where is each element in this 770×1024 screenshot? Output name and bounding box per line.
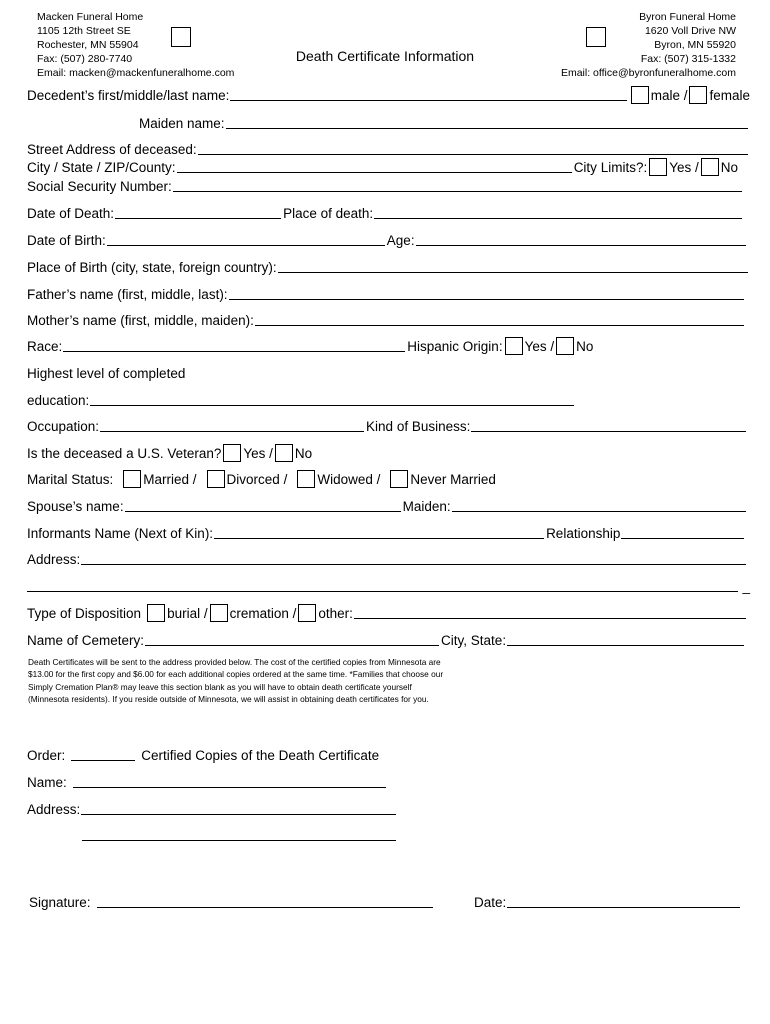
informant-label: Informants Name (Next of Kin): xyxy=(27,526,214,541)
trailing-underscore: _ xyxy=(742,579,750,594)
city-state-label: City / State / ZIP/County: xyxy=(27,160,176,175)
order-address-field-2[interactable] xyxy=(82,840,396,841)
order-name-field[interactable] xyxy=(73,787,386,788)
age-field[interactable] xyxy=(416,245,746,246)
education-label-line1: Highest level of completed xyxy=(27,366,186,381)
married-label: Married / xyxy=(143,472,197,487)
macken-city: Rochester, MN 55904 xyxy=(37,39,139,51)
byron-name: Byron Funeral Home xyxy=(639,11,736,23)
never-married-label: Never Married xyxy=(410,472,496,487)
signature-label: Signature: xyxy=(29,895,91,910)
disposition-row xyxy=(27,602,750,622)
address-row-2 xyxy=(27,575,750,595)
macken-checkbox[interactable] xyxy=(171,27,191,47)
date-row xyxy=(474,891,742,911)
date-of-death-label: Date of Death: xyxy=(27,206,115,221)
education-field[interactable] xyxy=(90,405,574,406)
spouse-maiden-field[interactable] xyxy=(452,511,746,512)
occupation-label: Occupation: xyxy=(27,419,100,434)
female-label: female xyxy=(709,88,750,103)
city-limits-no-checkbox[interactable] xyxy=(701,158,719,176)
widowed-checkbox[interactable] xyxy=(297,470,315,488)
date-of-birth-label: Date of Birth: xyxy=(27,233,106,248)
education-row xyxy=(27,389,576,409)
place-of-birth-field[interactable] xyxy=(278,272,748,273)
married-checkbox[interactable] xyxy=(123,470,141,488)
education-label-row xyxy=(27,362,750,382)
relationship-label: Relationship xyxy=(546,526,621,541)
byron-street: 1620 Voll Drive NW xyxy=(644,25,736,37)
divorced-label: Divorced / xyxy=(226,472,288,487)
city-state-row xyxy=(27,156,750,176)
order-name-row xyxy=(27,771,388,791)
macken-fax: Fax: (507) 280-7740 xyxy=(37,53,133,65)
female-checkbox[interactable] xyxy=(689,86,707,104)
place-of-birth-label: Place of Birth (city, state, foreign country): xyxy=(27,260,277,275)
cemetery-city-state-label: City, State: xyxy=(441,633,507,648)
city-limits-label: City Limits?: xyxy=(573,160,648,175)
date-of-birth-row xyxy=(27,229,750,249)
mother-name-field[interactable] xyxy=(255,325,744,326)
burial-checkbox[interactable] xyxy=(147,604,165,622)
hispanic-no-label: No xyxy=(576,339,594,354)
address-label: Address: xyxy=(27,552,81,567)
age-label: Age: xyxy=(386,233,415,248)
order-address-label: Address: xyxy=(27,802,81,817)
date-label: Date: xyxy=(474,895,507,910)
veteran-label: Is the deceased a U.S. Veteran? xyxy=(27,446,222,461)
notice-text: Death Certificates will be sent to the address provided below. The cost of the certified copies from Minnesota are $13.00 for the first copy and $6.00 for each additional copies ordered at the same time. *Families that choose our Simply Cremation Plan® may leave this section blank as you will have to obtain death certificate yourself (Minnesota residents). If you reside outside of Minnesota, we will assist in obtaining death certificates for you. xyxy=(28,657,444,704)
city-state-field[interactable] xyxy=(177,172,572,173)
kind-of-business-label: Kind of Business: xyxy=(366,419,471,434)
never-married-checkbox[interactable] xyxy=(390,470,408,488)
date-of-death-row xyxy=(27,202,750,222)
date-field[interactable] xyxy=(507,907,740,908)
order-address-field[interactable] xyxy=(81,814,396,815)
mother-name-row xyxy=(27,309,750,329)
race-field[interactable] xyxy=(63,351,405,352)
signature-field[interactable] xyxy=(97,907,433,908)
education-label-line2: education: xyxy=(27,393,90,408)
signature-row xyxy=(29,891,435,911)
hispanic-yes-label: Yes / xyxy=(524,339,555,354)
address-field-2[interactable] xyxy=(27,591,738,592)
veteran-yes-checkbox[interactable] xyxy=(223,444,241,462)
maiden-name-row xyxy=(139,112,750,132)
male-label: male / xyxy=(650,88,688,103)
order-address-row xyxy=(27,798,398,818)
address-row xyxy=(27,548,750,568)
city-limits-yes-checkbox[interactable] xyxy=(649,158,667,176)
ssn-field[interactable] xyxy=(173,191,742,192)
spouse-name-label: Spouse’s name: xyxy=(27,499,124,514)
hispanic-origin-label: Hispanic Origin: xyxy=(407,339,503,354)
city-limits-no-label: No xyxy=(720,160,738,175)
byron-funeral-home-address xyxy=(561,10,736,80)
father-name-field[interactable] xyxy=(229,299,744,300)
race-label: Race: xyxy=(27,339,63,354)
cremation-label: cremation / xyxy=(229,606,297,621)
city-limits-yes-label: Yes / xyxy=(669,160,699,175)
maiden-name-label: Maiden name: xyxy=(139,116,225,131)
place-of-death-label: Place of death: xyxy=(283,206,374,221)
cemetery-city-state-field[interactable] xyxy=(507,645,744,646)
macken-street: 1105 12th Street SE xyxy=(37,25,131,37)
order-address-row-2 xyxy=(82,824,398,844)
divorced-checkbox[interactable] xyxy=(207,470,225,488)
decedent-name-field[interactable] xyxy=(230,100,626,101)
other-field[interactable] xyxy=(354,618,746,619)
order-label: Order: xyxy=(27,748,66,763)
macken-name: Macken Funeral Home xyxy=(37,11,144,23)
certified-copies-label: Certified Copies of the Death Certificate xyxy=(141,748,380,763)
marital-status-row xyxy=(27,468,750,488)
ssn-row xyxy=(27,175,750,195)
widowed-label: Widowed / xyxy=(317,472,381,487)
order-name-label: Name: xyxy=(27,775,67,790)
marital-status-label: Marital Status: xyxy=(27,472,114,487)
hispanic-yes-checkbox[interactable] xyxy=(505,337,523,355)
cemetery-field[interactable] xyxy=(145,645,439,646)
hispanic-no-checkbox[interactable] xyxy=(556,337,574,355)
informant-field[interactable] xyxy=(214,538,544,539)
spouse-maiden-label: Maiden: xyxy=(402,499,451,514)
kind-of-business-field[interactable] xyxy=(471,431,746,432)
date-of-birth-field[interactable] xyxy=(107,245,385,246)
byron-city: Byron, MN 55920 xyxy=(654,39,736,51)
informant-row xyxy=(27,522,750,542)
byron-fax: Fax: (507) 315-1332 xyxy=(640,53,736,65)
decedent-name-label: Decedent’s first/middle/last name: xyxy=(27,88,230,103)
spouse-row xyxy=(27,495,750,515)
other-label: other: xyxy=(318,606,353,621)
street-address-field[interactable] xyxy=(198,154,748,155)
spouse-name-field[interactable] xyxy=(125,511,401,512)
male-checkbox[interactable] xyxy=(631,86,649,104)
byron-email: Email: office@byronfuneralhome.com xyxy=(560,67,736,79)
father-name-row xyxy=(27,283,750,303)
death-certificate-notice xyxy=(28,656,448,705)
cemetery-label: Name of Cemetery: xyxy=(27,633,145,648)
order-quantity-field[interactable] xyxy=(71,760,135,761)
order-row xyxy=(27,744,390,764)
date-of-death-field[interactable] xyxy=(115,218,281,219)
veteran-row xyxy=(27,442,750,462)
decedent-name-row xyxy=(27,84,750,104)
occupation-field[interactable] xyxy=(100,431,364,432)
veteran-no-checkbox[interactable] xyxy=(275,444,293,462)
place-of-death-field[interactable] xyxy=(374,218,742,219)
cremation-checkbox[interactable] xyxy=(210,604,228,622)
page-title: Death Certificate Information xyxy=(295,48,475,64)
macken-funeral-home-address xyxy=(37,10,234,80)
relationship-field[interactable] xyxy=(621,538,744,539)
burial-label: burial / xyxy=(167,606,208,621)
veteran-yes-label: Yes / xyxy=(243,446,273,461)
mother-name-label: Mother’s name (first, middle, maiden): xyxy=(27,313,254,328)
maiden-name-field[interactable] xyxy=(226,128,748,129)
street-address-label: Street Address of deceased: xyxy=(27,142,197,157)
disposition-label: Type of Disposition xyxy=(27,606,142,621)
place-of-birth-row xyxy=(27,256,750,276)
cemetery-row xyxy=(27,629,750,649)
race-row xyxy=(27,335,750,355)
occupation-row xyxy=(27,415,750,435)
other-checkbox[interactable] xyxy=(298,604,316,622)
ssn-label: Social Security Number: xyxy=(27,179,172,194)
father-name-label: Father’s name (first, middle, last): xyxy=(27,287,228,302)
street-address-row xyxy=(27,138,750,158)
address-field[interactable] xyxy=(81,564,746,565)
veteran-no-label: No xyxy=(294,446,313,461)
macken-email: Email: macken@mackenfuneralhome.com xyxy=(37,67,235,79)
